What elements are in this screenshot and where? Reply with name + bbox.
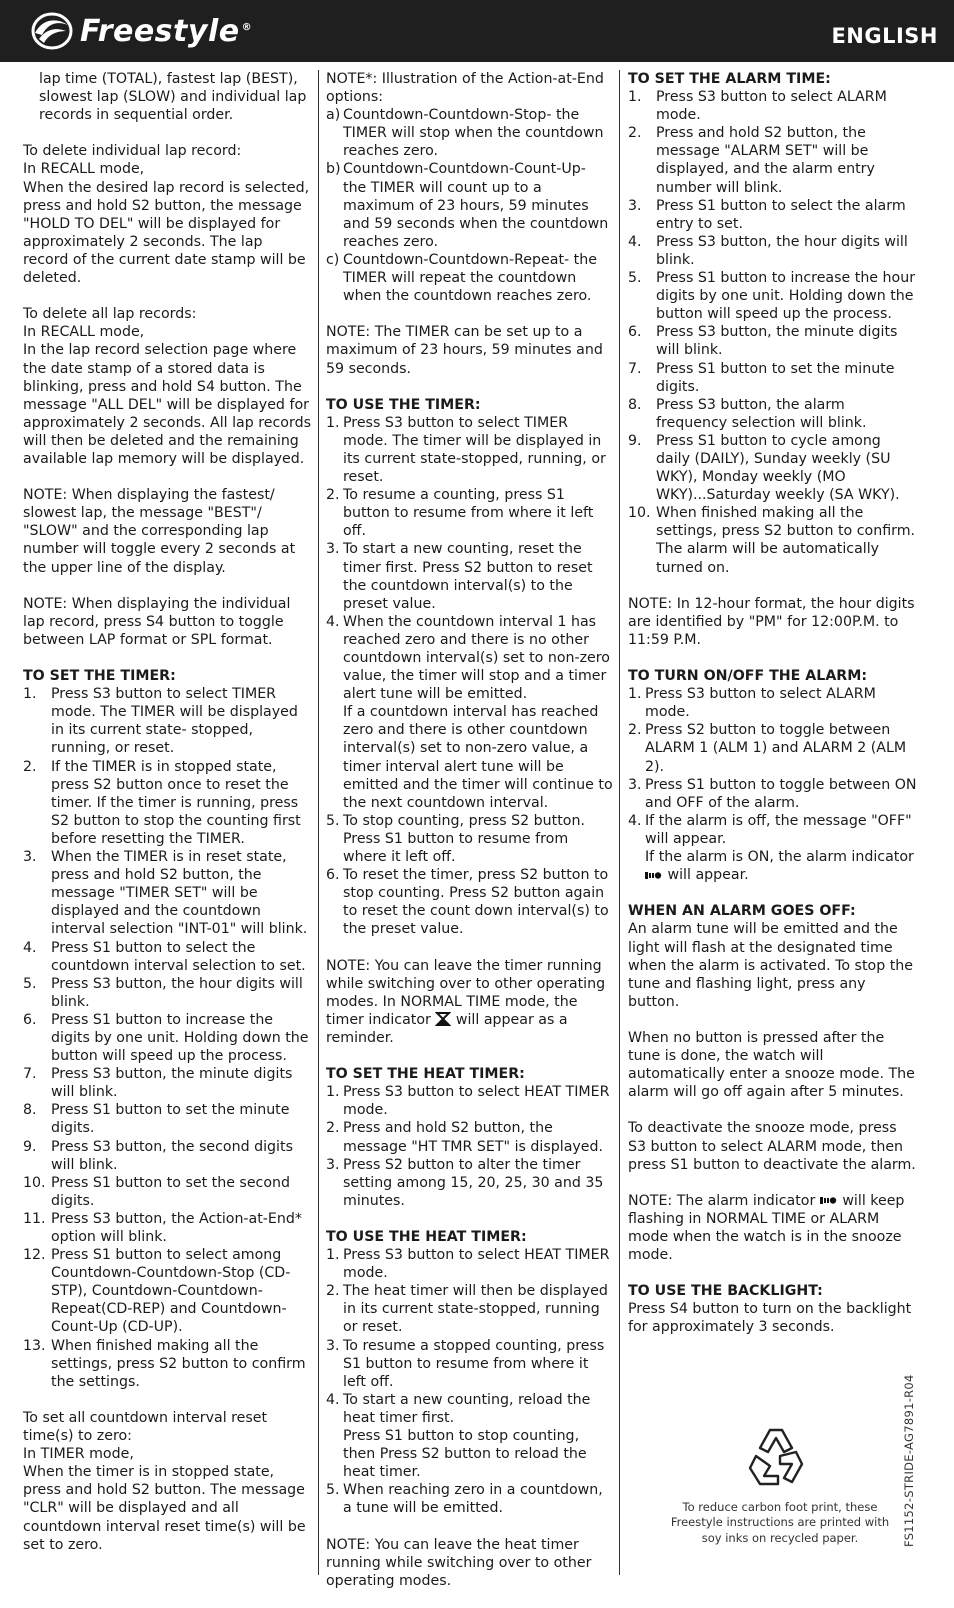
list-item: 7. Press S3 button, the minute digits will blink.	[23, 1066, 293, 1101]
reset-all-intervals-text: To set all countdown interval reset time(s) to zero: In TIMER mode, When the timer is in stopped state, press and hold S2 button. The message "CLR" will be displayed and all countdown interval reset time(s) will be set to zero.	[23, 1409, 306, 1553]
list-item: 1. Press S3 button to select HEAT TIMER mode.	[326, 1084, 610, 1119]
list-item: 4. Press S1 button to select the countdown interval selection to set.	[23, 939, 306, 974]
list-item: 8. Press S1 button to set the minute digits.	[23, 1102, 290, 1137]
list-item: 10. Press S1 button to set the second digits.	[23, 1174, 291, 1209]
snooze-text: When no button is pressed after the tune is done, the watch will automatically enter a snooze mode. The alarm will go off again after 5 minutes.	[628, 1029, 915, 1101]
column-1	[23, 70, 311, 1572]
list-item: 5. Press S3 button, the hour digits will blink.	[23, 975, 303, 1010]
list-item: 2. Press S2 button to toggle between ALARM 1 (ALM 1) and ALARM 2 (ALM 2).	[628, 722, 907, 775]
section-heading-use-timer: TO USE THE TIMER:	[326, 396, 481, 413]
delete-all-laps-text: To delete all lap records: In RECALL mode, In the lap record selection page where the date stamp of a stored data is blinking, press and hold S4 button. The message "ALL DEL" will be displayed for approximately 2 seconds. All lap records will then be deleted and the remaining available lap memory will be displayed.	[23, 306, 311, 467]
note-alarm-indicator: NOTE: The alarm indicator will keep flashing in NORMAL TIME or ALARM mode when the watch is in the snooze mode.	[628, 1192, 905, 1264]
section-heading-backlight: TO USE THE BACKLIGHT:	[628, 1283, 823, 1300]
recycle-icon	[740, 1422, 812, 1498]
delete-lap-record-text: To delete individual lap record: In RECALL mode, When the desired lap record is selected, press and hold S2 button, the message "HOLD TO DEL" will be displayed for approximately 2 seconds. The lap record of the current date stamp will be deleted.	[23, 143, 310, 287]
note-timer-running: NOTE: You can leave the timer running while switching over to other operating modes. In NORMAL TIME mode, the timer indicator will appear as a reminder.	[326, 957, 606, 1046]
list-item: 1. Press S3 button to select TIMER mode. The TIMER will be displayed in its current state- stopped, running, or reset.	[23, 686, 298, 757]
section-heading-set-heat-timer: TO SET THE HEAT TIMER:	[326, 1066, 525, 1083]
list-item: 1. Press S3 button to select ALARM mode.	[628, 686, 876, 721]
list-item: 1. Press S3 button to select ALARM mode.	[628, 89, 887, 124]
note-individual-lap: NOTE: When displaying the individual lap record, press S4 button to toggle between LAP format or SPL format.	[23, 595, 291, 648]
section-heading-use-heat-timer: TO USE THE HEAT TIMER:	[326, 1229, 527, 1245]
language-label: ENGLISH	[831, 24, 938, 48]
alarm-indicator-icon	[645, 871, 663, 880]
list-item: 3. Press S2 button to alter the timer setting among 15, 20, 25, 30 and 35 minutes.	[326, 1156, 604, 1209]
alarm-indicator-icon	[820, 1196, 838, 1205]
section-heading-alarm-goes-off: WHEN AN ALARM GOES OFF:	[628, 903, 856, 920]
alarm-on-text: If the alarm is ON, the alarm indicator will appear.	[645, 849, 914, 884]
list-item: 3. Press S1 button to select the alarm entry to set.	[628, 197, 906, 232]
set-alarm-steps	[628, 88, 919, 577]
list-item: 3. To start a new counting, reset the timer first. Press S2 button to reset the countdown interval(s) to the preset value.	[326, 541, 593, 612]
list-item: 5. When reaching zero in a countdown, a tune will be emitted.	[326, 1482, 603, 1517]
backlight-text: Press S4 button to turn on the backlight for approximately 3 seconds.	[628, 1301, 912, 1336]
list-item: 9. Press S1 button to cycle among daily (DAILY), Sunday weekly (SU WKY), Monday weekly (MO WKY)...Saturday weekly (SA WKY).	[628, 432, 900, 504]
list-item: c) Countdown-Countdown-Repeat- the TIMER will repeat the countdown when the countdown reaches zero.	[326, 251, 597, 305]
note-heat-timer-running: NOTE: You can leave the heat timer running while switching over to other operating modes.	[326, 1536, 592, 1589]
set-timer-steps	[23, 685, 311, 1391]
list-item: 6. Press S3 button, the minute digits will blink.	[628, 324, 898, 359]
list-item: 13. When finished making all the settings, press S2 button to confirm the settings.	[23, 1337, 306, 1390]
action-at-end-options	[326, 106, 613, 305]
document-code: FS1152-STRIDE-AG7891-R04	[902, 1374, 916, 1547]
list-item: 1. Press S3 button to select HEAT TIMER mode.	[326, 1247, 610, 1282]
column-2	[326, 70, 613, 1608]
list-item: 5. To stop counting, press S2 button. Press S1 button to resume from where it left off.	[326, 812, 585, 866]
section-heading-set-timer: TO SET THE TIMER:	[23, 668, 176, 685]
list-item: 2. To resume a counting, press S1 button to resume from where it left off.	[326, 487, 594, 540]
list-item: 4. To start a new counting, reload the heat timer first. Press S1 button to stop counting, then Press S2 button to reload the heat timer.	[326, 1391, 591, 1481]
section-heading-set-alarm: TO SET THE ALARM TIME:	[628, 71, 831, 87]
list-item: 4. Press S3 button, the hour digits will blink.	[628, 233, 908, 268]
recycled-paper-note: To reduce carbon foot print, these Freestyle instructions are printed with soy inks on recycled paper.	[670, 1500, 890, 1545]
set-heat-timer-steps	[326, 1083, 613, 1210]
list-item: 6. To reset the timer, press S2 button to stop counting. Press S2 button again to reset the count down interval(s) to the preset value.	[326, 867, 609, 938]
list-item: 3. When the TIMER is in reset state, press and hold S2 button, the message "TIMER SET" will be displayed and the countdown interval selection "INT-01" will blink.	[23, 849, 308, 938]
list-item: 4. When the countdown interval 1 has reached zero and there is no other countdown interval(s) set to non-zero value, the timer will stop and a timer alert tune will be emitted. If a countdown interval has reached zero and there is other countdown interval(s) set to non-zero value, a timer interval alert tune will be emitted and the timer will continue to the next countdown interval.	[326, 613, 613, 811]
note-fastest-slowest: NOTE: When displaying the fastest/ slowest lap, the message "BEST"/ "SLOW" and the corresponding lap number will toggle every 2 seconds at the upper line of the display.	[23, 487, 296, 576]
lap-intro-text: lap time (TOTAL), fastest lap (BEST), slowest lap (SLOW) and individual lap records in sequential order.	[39, 71, 307, 124]
column-3	[628, 70, 919, 1355]
use-heat-timer-steps	[326, 1246, 613, 1517]
list-item: 2. Press and hold S2 button, the message "ALARM SET" will be displayed, and the alarm entry number will blink.	[628, 125, 875, 196]
list-item: 2. The heat timer will then be displayed in its current state-stopped, running or reset.	[326, 1283, 608, 1336]
list-item: 9. Press S3 button, the second digits will blink.	[23, 1138, 293, 1173]
deactivate-snooze-text: To deactivate the snooze mode, press S3 button to select ALARM mode, then press S1 button to deactivate the alarm.	[628, 1120, 916, 1173]
list-item: 2. If the TIMER is in stopped state, press S2 button once to reset the timer. If the timer is running, press S2 button to stop the counting first before resetting the TIMER.	[23, 758, 301, 847]
turn-alarm-steps	[628, 685, 919, 848]
section-heading-turn-alarm: TO TURN ON/OFF THE ALARM:	[628, 668, 868, 685]
column-divider	[318, 70, 319, 1575]
list-item: 12. Press S1 button to select among Countdown-Countdown-Stop (CD-STP), Countdown-Countdown-Repeat(CD-REP) and Countdown-Count-Up (CD-UP).	[23, 1247, 291, 1336]
list-item: 5. Press S1 button to increase the hour digits by one unit. Holding down the button will speed up the process.	[628, 270, 916, 323]
alarm-goes-off-text: An alarm tune will be emitted and the light will flash at the designated time when the alarm is activated. To stop the tune and flashing light, press any button.	[628, 921, 913, 1010]
list-item: 10. When finished making all the settings, press S2 button to confirm. The alarm will be automatically turned on.	[628, 505, 916, 576]
list-item: 4. If the alarm is off, the message "OFF" will appear.	[628, 812, 912, 847]
list-item: a) Countdown-Countdown-Stop- the TIMER will stop when the countdown reaches zero.	[326, 107, 604, 160]
list-item: 1. Press S3 button to select TIMER mode. The timer will be displayed in its current state-stopped, running, or reset.	[326, 414, 606, 486]
list-item: 6. Press S1 button to increase the digits by one unit. Holding down the button will speed up the process.	[23, 1011, 309, 1065]
list-item: 7. Press S1 button to set the minute digits.	[628, 360, 895, 395]
list-item: 3. Press S1 button to toggle between ON and OFF of the alarm.	[628, 776, 917, 811]
brand-logo	[30, 9, 252, 53]
list-item: 2. Press and hold S2 button, the message "HT TMR SET" is displayed.	[326, 1120, 604, 1155]
list-item: 3. To resume a stopped counting, press S1 button to resume from where it left off.	[326, 1337, 605, 1390]
timer-indicator-icon	[435, 1012, 451, 1026]
registered-mark: ®	[241, 21, 253, 33]
freestyle-wave-icon	[30, 11, 74, 51]
use-timer-steps	[326, 414, 613, 939]
brand-name: Freestyle	[80, 13, 240, 49]
page-header	[0, 0, 954, 62]
note-12-hour-format: NOTE: In 12-hour format, the hour digits are identified by "PM" for 12:00P.M. to 11:59 P.M.	[628, 595, 915, 648]
list-item: 8. Press S3 button, the alarm frequency selection will blink.	[628, 396, 867, 431]
column-divider	[619, 70, 620, 1575]
list-item: 11. Press S3 button, the Action-at-End* option will blink.	[23, 1210, 302, 1245]
note-action-at-end-title: NOTE*: Illustration of the Action-at-End options:	[326, 71, 604, 106]
note-timer-max: NOTE: The TIMER can be set up to a maximum of 23 hours, 59 minutes and 59 seconds.	[326, 324, 603, 377]
list-item: b) Countdown-Countdown-Count-Up- the TIMER will count up to a maximum of 23 hours, 59 minutes and 59 seconds when the countdown reaches zero.	[326, 161, 609, 250]
